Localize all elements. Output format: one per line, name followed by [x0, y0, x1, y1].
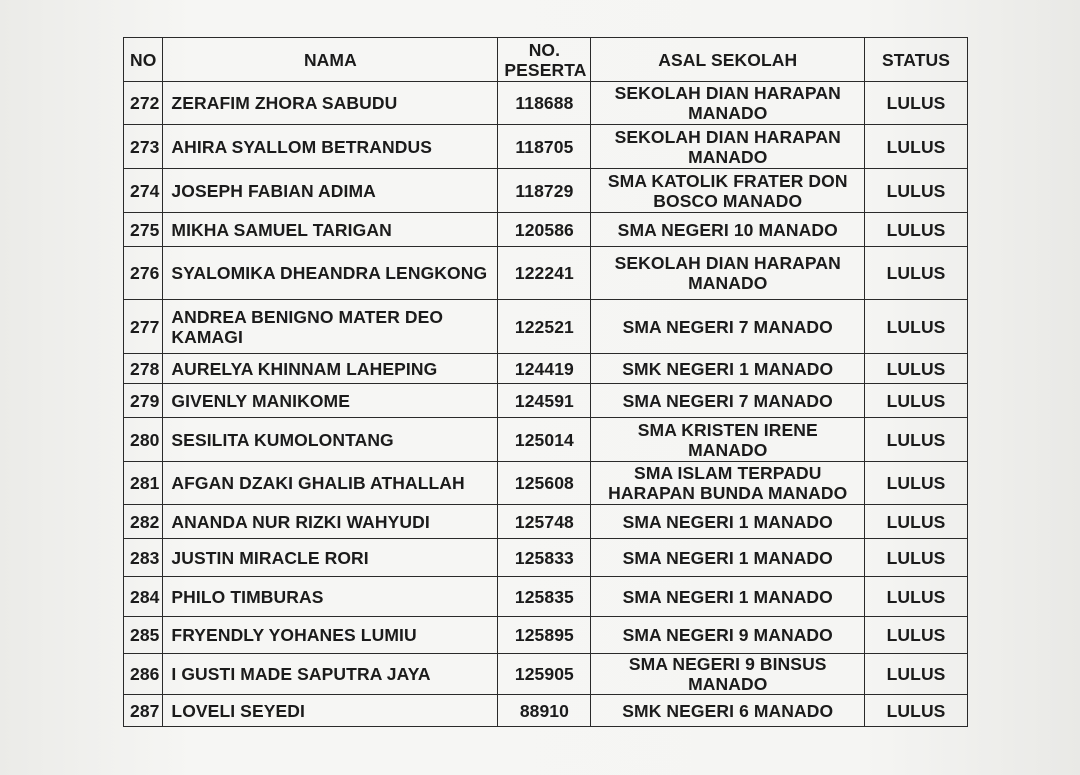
cell-nama: GIVENLY MANIKOME	[163, 384, 498, 418]
cell-nama: I GUSTI MADE SAPUTRA JAYA	[163, 654, 498, 695]
cell-asal-sekolah: SMA NEGERI 10 MANADO	[591, 213, 865, 247]
header-asal-sekolah: ASAL SEKOLAH	[591, 38, 865, 82]
table-row	[124, 213, 968, 247]
cell-no-peserta: 120586	[498, 213, 591, 247]
cell-asal-sekolah: SEKOLAH DIAN HARAPAN MANADO	[591, 125, 865, 169]
cell-status: LULUS	[865, 654, 968, 695]
table-row	[124, 577, 968, 617]
cell-nama: JUSTIN MIRACLE RORI	[163, 539, 498, 577]
cell-status: LULUS	[865, 300, 968, 354]
cell-nama: SESILITA KUMOLONTANG	[163, 418, 498, 462]
table-row	[124, 418, 968, 462]
cell-asal-sekolah: SMA NEGERI 1 MANADO	[591, 505, 865, 539]
cell-asal-sekolah: SMA NEGERI 1 MANADO	[591, 539, 865, 577]
cell-no: 282	[124, 505, 163, 539]
cell-no-peserta: 124591	[498, 384, 591, 418]
cell-no: 275	[124, 213, 163, 247]
cell-asal-sekolah: SMK NEGERI 1 MANADO	[591, 354, 865, 384]
cell-nama: ANDREA BENIGNO MATER DEO KAMAGI	[163, 300, 498, 354]
cell-nama: ZERAFIM ZHORA SABUDU	[163, 82, 498, 125]
cell-no: 280	[124, 418, 163, 462]
cell-no: 279	[124, 384, 163, 418]
cell-nama: ANANDA NUR RIZKI WAHYUDI	[163, 505, 498, 539]
cell-nama: AURELYA KHINNAM LAHEPING	[163, 354, 498, 384]
table-row	[124, 505, 968, 539]
cell-asal-sekolah: SMA ISLAM TERPADU HARAPAN BUNDA MANADO	[591, 462, 865, 505]
cell-no: 277	[124, 300, 163, 354]
cell-no: 287	[124, 695, 163, 727]
cell-status: LULUS	[865, 125, 968, 169]
cell-nama: LOVELI SEYEDI	[163, 695, 498, 727]
cell-nama: JOSEPH FABIAN ADIMA	[163, 169, 498, 213]
cell-nama: FRYENDLY YOHANES LUMIU	[163, 617, 498, 654]
cell-no-peserta: 125608	[498, 462, 591, 505]
table-header-row	[124, 38, 968, 82]
cell-status: LULUS	[865, 617, 968, 654]
cell-no-peserta: 122521	[498, 300, 591, 354]
cell-status: LULUS	[865, 462, 968, 505]
cell-no: 283	[124, 539, 163, 577]
cell-status: LULUS	[865, 247, 968, 300]
cell-nama: PHILO TIMBURAS	[163, 577, 498, 617]
cell-no: 285	[124, 617, 163, 654]
cell-status: LULUS	[865, 505, 968, 539]
cell-no: 276	[124, 247, 163, 300]
cell-status: LULUS	[865, 354, 968, 384]
cell-no: 278	[124, 354, 163, 384]
cell-asal-sekolah: SEKOLAH DIAN HARAPAN MANADO	[591, 82, 865, 125]
cell-status: LULUS	[865, 577, 968, 617]
table-row	[124, 462, 968, 505]
cell-asal-sekolah: SMK NEGERI 6 MANADO	[591, 695, 865, 727]
cell-no-peserta: 125835	[498, 577, 591, 617]
cell-no: 281	[124, 462, 163, 505]
cell-status: LULUS	[865, 213, 968, 247]
table-row	[124, 247, 968, 300]
cell-no: 286	[124, 654, 163, 695]
cell-status: LULUS	[865, 418, 968, 462]
cell-nama: AHIRA SYALLOM BETRANDUS	[163, 125, 498, 169]
cell-asal-sekolah: SMA NEGERI 1 MANADO	[591, 577, 865, 617]
table-body	[124, 82, 968, 727]
cell-no-peserta: 118729	[498, 169, 591, 213]
table-row	[124, 539, 968, 577]
table-row	[124, 384, 968, 418]
cell-asal-sekolah: SMA NEGERI 9 MANADO	[591, 617, 865, 654]
cell-asal-sekolah: SMA KRISTEN IRENE MANADO	[591, 418, 865, 462]
header-nama: NAMA	[163, 38, 498, 82]
cell-no-peserta: 88910	[498, 695, 591, 727]
cell-asal-sekolah: SMA NEGERI 9 BINSUS MANADO	[591, 654, 865, 695]
table-row	[124, 654, 968, 695]
table-row	[124, 695, 968, 727]
table-row	[124, 300, 968, 354]
cell-status: LULUS	[865, 539, 968, 577]
header-no: NO	[124, 38, 163, 82]
cell-no-peserta: 125905	[498, 654, 591, 695]
table-row	[124, 354, 968, 384]
cell-status: LULUS	[865, 384, 968, 418]
cell-no: 274	[124, 169, 163, 213]
header-status: STATUS	[865, 38, 968, 82]
cell-asal-sekolah: SEKOLAH DIAN HARAPAN MANADO	[591, 247, 865, 300]
cell-no-peserta: 124419	[498, 354, 591, 384]
cell-no-peserta: 125014	[498, 418, 591, 462]
cell-no-peserta: 122241	[498, 247, 591, 300]
cell-no-peserta: 118705	[498, 125, 591, 169]
cell-asal-sekolah: SMA NEGERI 7 MANADO	[591, 300, 865, 354]
cell-no: 272	[124, 82, 163, 125]
table-row	[124, 617, 968, 654]
cell-nama: SYALOMIKA DHEANDRA LENGKONG	[163, 247, 498, 300]
cell-no-peserta: 118688	[498, 82, 591, 125]
cell-no-peserta: 125833	[498, 539, 591, 577]
table-row	[124, 169, 968, 213]
cell-status: LULUS	[865, 82, 968, 125]
table-row	[124, 125, 968, 169]
cell-status: LULUS	[865, 695, 968, 727]
cell-no-peserta: 125895	[498, 617, 591, 654]
cell-no-peserta: 125748	[498, 505, 591, 539]
header-no-peserta: NO. PESERTA	[498, 38, 591, 82]
cell-asal-sekolah: SMA NEGERI 7 MANADO	[591, 384, 865, 418]
cell-status: LULUS	[865, 169, 968, 213]
results-table	[123, 37, 968, 727]
cell-no: 273	[124, 125, 163, 169]
cell-nama: MIKHA SAMUEL TARIGAN	[163, 213, 498, 247]
cell-nama: AFGAN DZAKI GHALIB ATHALLAH	[163, 462, 498, 505]
table-row	[124, 82, 968, 125]
cell-asal-sekolah: SMA KATOLIK FRATER DON BOSCO MANADO	[591, 169, 865, 213]
cell-no: 284	[124, 577, 163, 617]
